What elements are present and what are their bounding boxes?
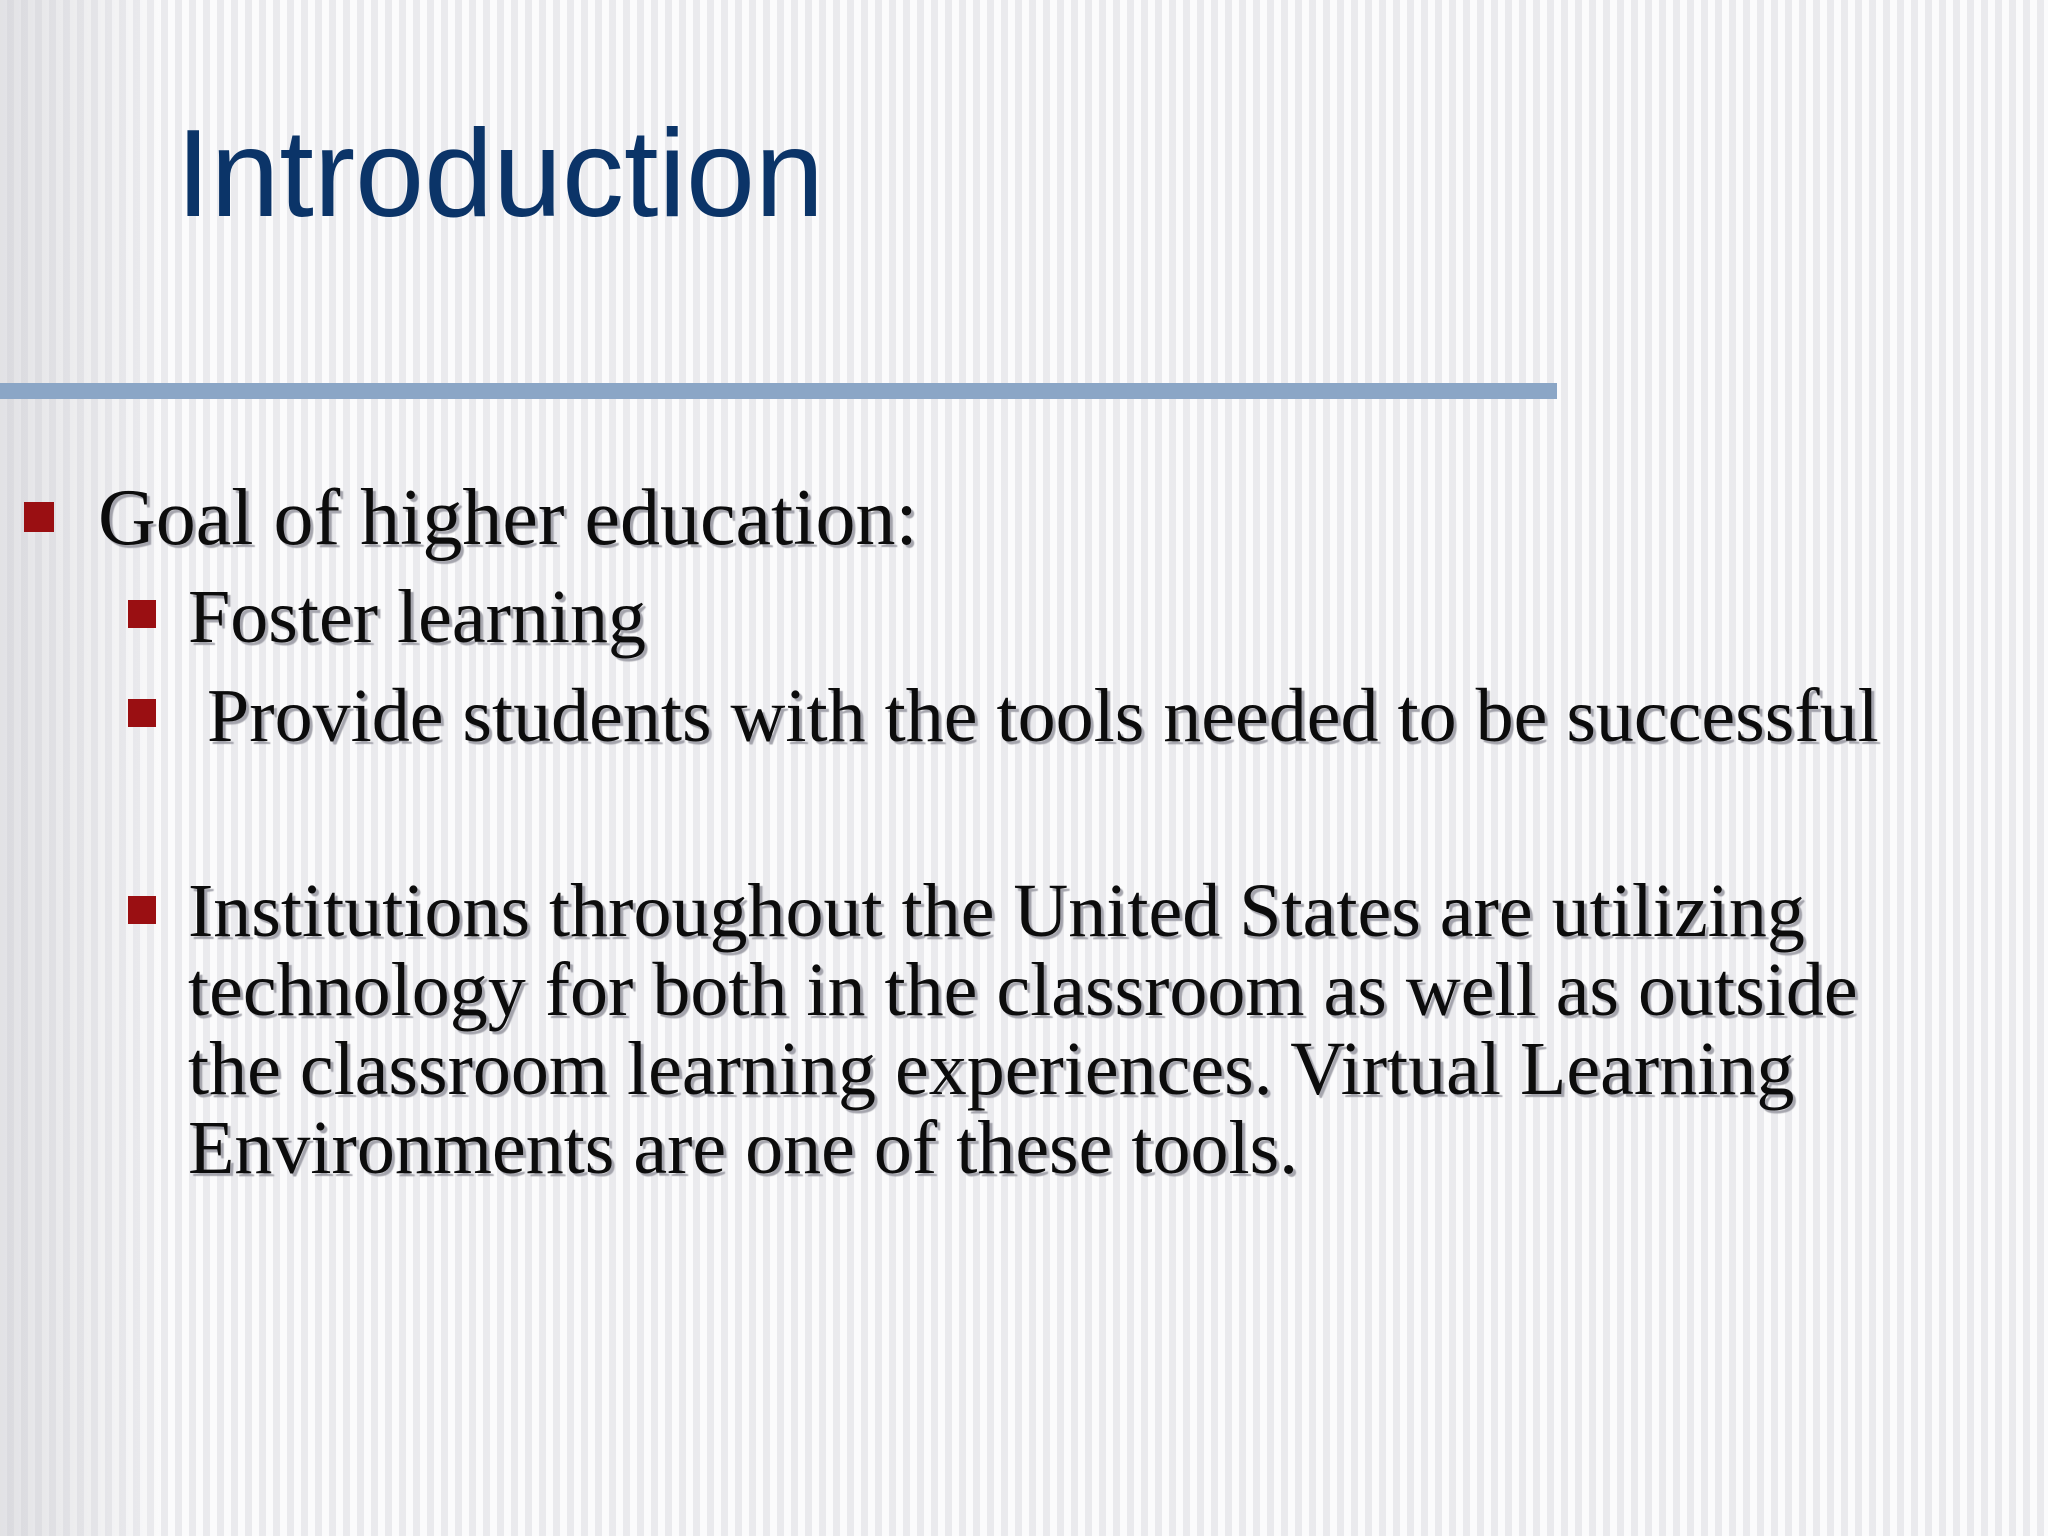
bullet-goal: Goal of higher education: <box>98 474 918 562</box>
square-bullet-icon <box>24 502 54 532</box>
square-bullet-icon <box>128 896 156 924</box>
sub-bullet-provide-tools: Provide students with the tools needed to be successful <box>188 674 1879 758</box>
sub-bullet-foster-learning: Foster learning <box>188 575 647 659</box>
square-bullet-icon <box>128 699 156 727</box>
slide-title: Introduction <box>176 105 824 243</box>
square-bullet-icon <box>128 600 156 628</box>
bullet-institutions: Institutions throughout the United States are utilizing technology for both in the classroom as well as outside the classroom learning experiences. Virtual Learning Environments are one of these tools. <box>188 869 1858 1190</box>
